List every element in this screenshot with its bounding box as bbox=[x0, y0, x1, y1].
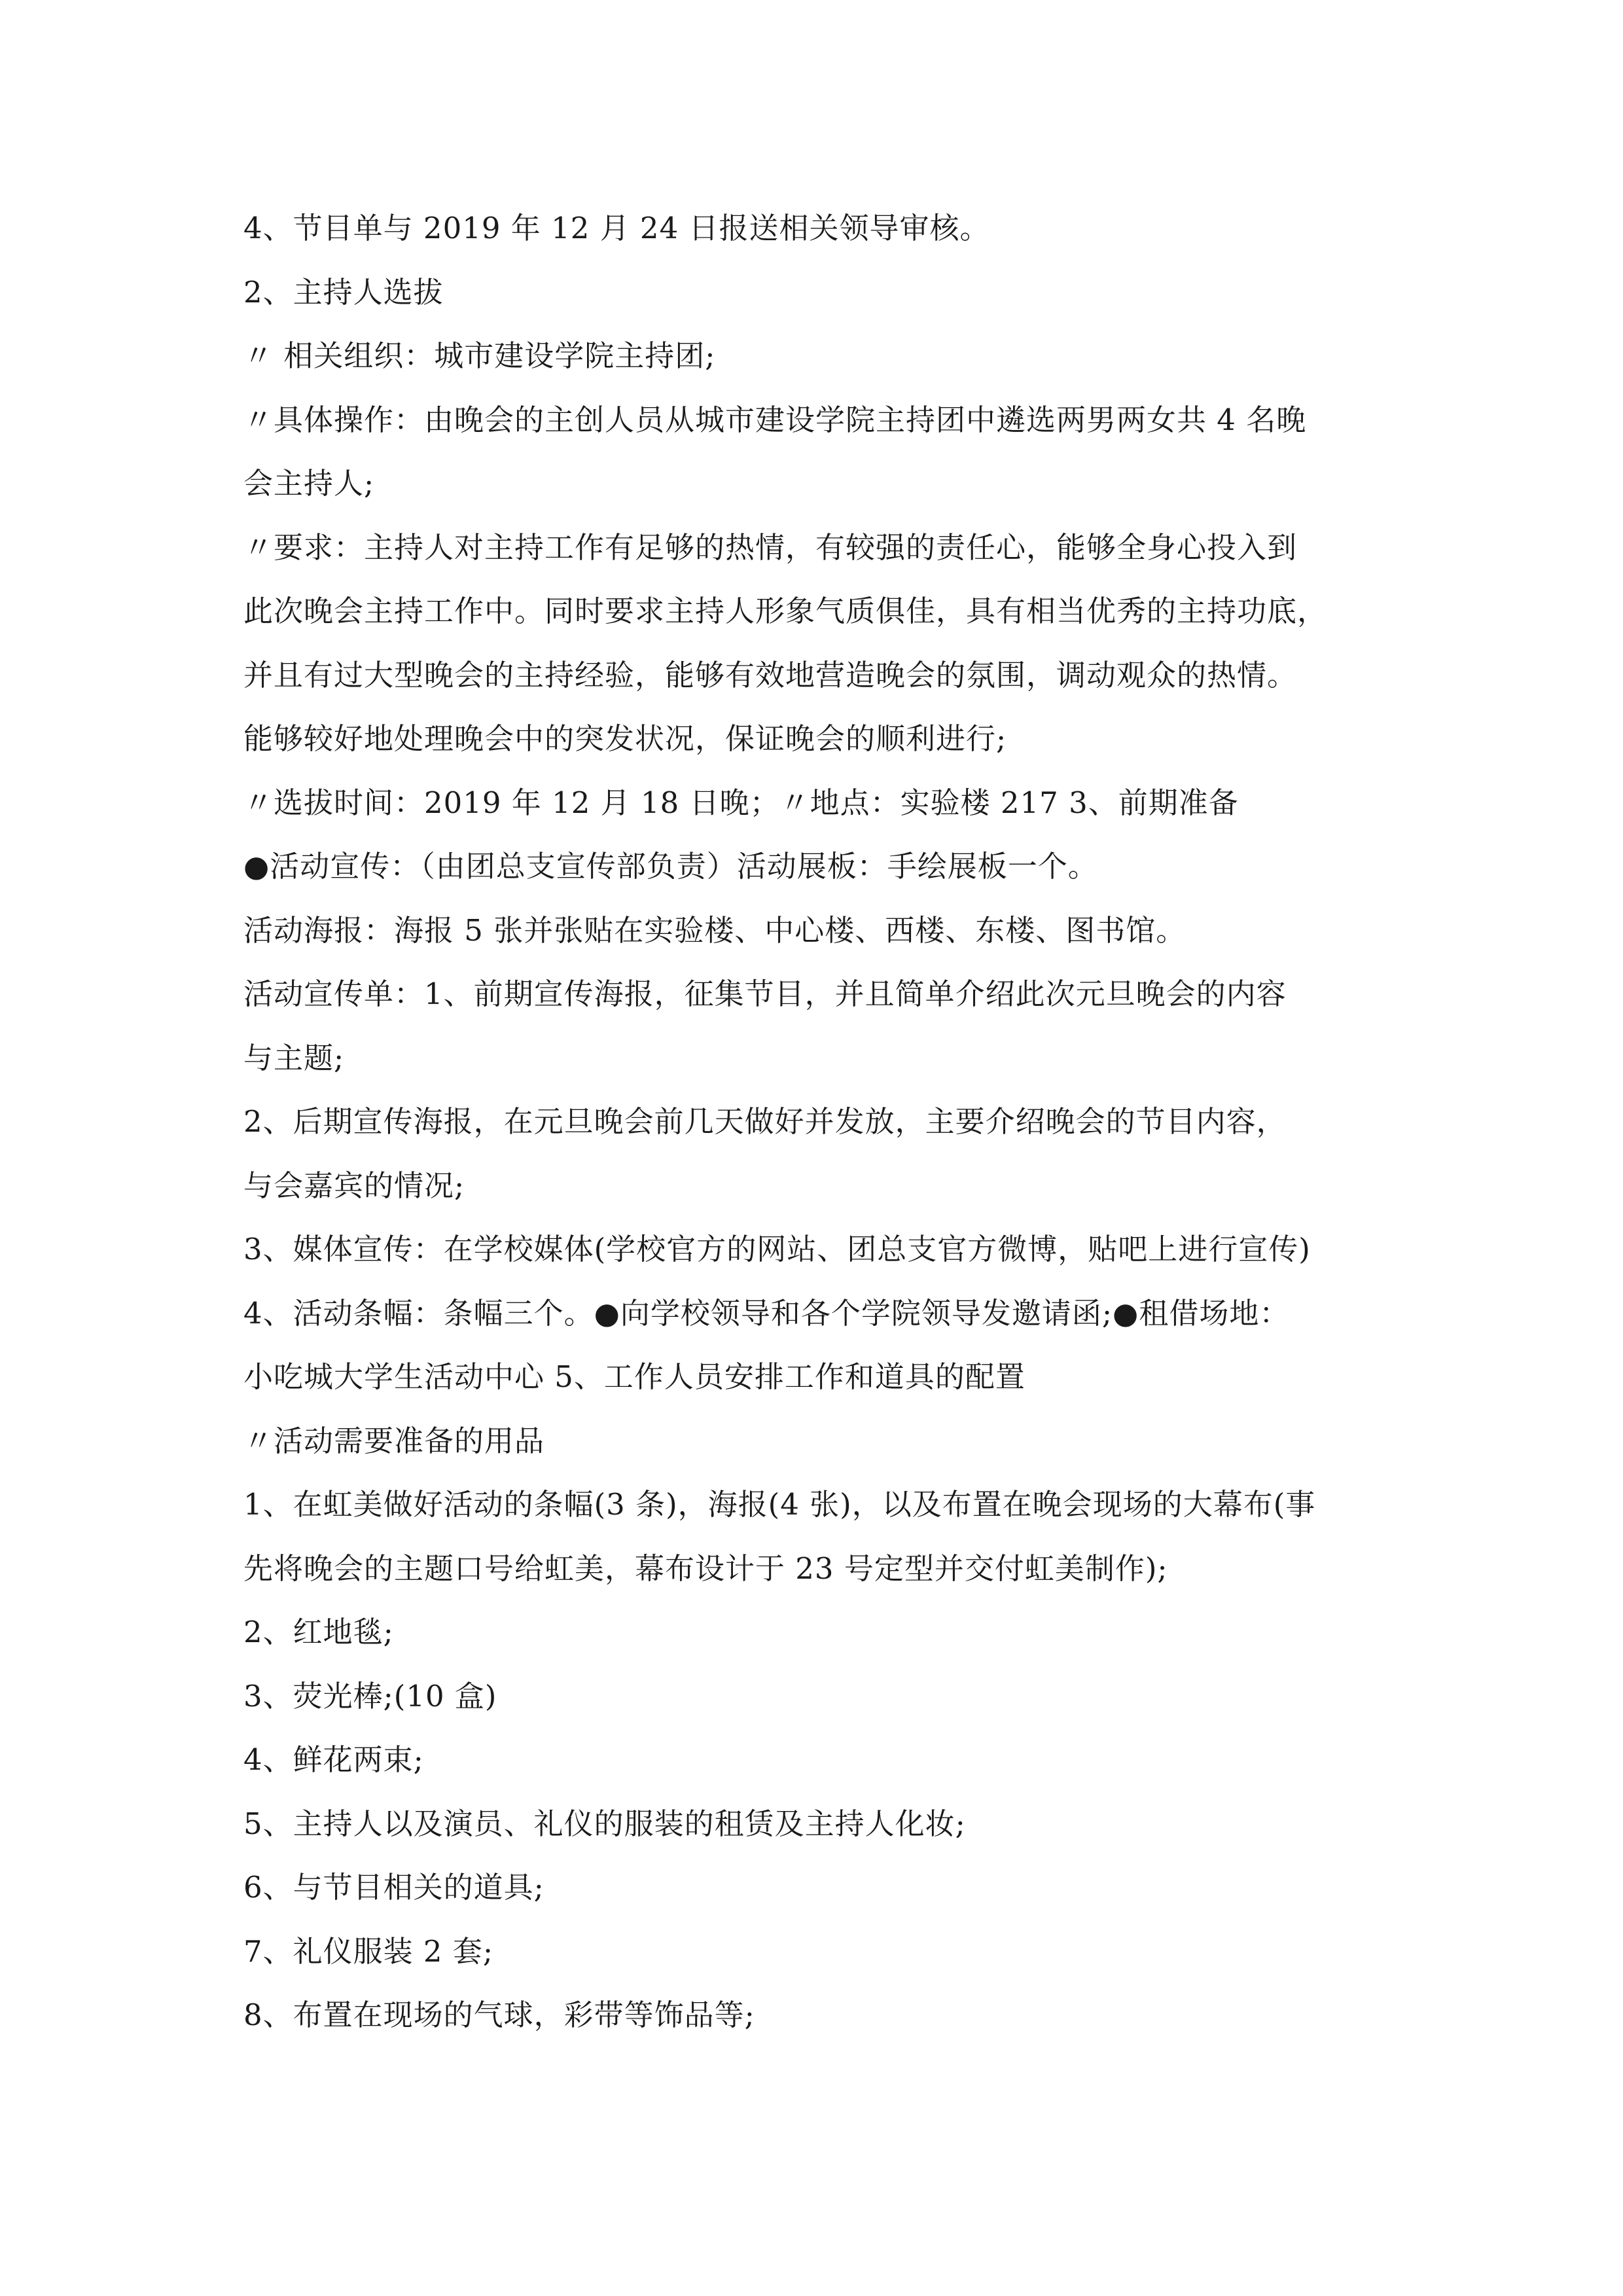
text-line: 3、媒体宣传：在学校媒体(学校官方的网站、团总支官方微博，贴吧上进行宣传) bbox=[243, 1232, 1311, 1266]
text-line: 此次晚会主持工作中。同时要求主持人形象气质俱佳，具有相当优秀的主持功底， bbox=[243, 594, 1328, 628]
list-item: 7、礼仪服装 2 套; bbox=[243, 1933, 494, 1969]
list-item: 5、主持人以及演员、礼仪的服装的租赁及主持人化妆; bbox=[243, 1806, 966, 1841]
list-item: 4、鲜花两束; bbox=[243, 1742, 424, 1777]
text-line: 〃选拔时间：2019 年 12 月 18 日晚；〃地点：实验楼 217 3、前期准备 bbox=[243, 785, 1239, 820]
text-line: 并且有过大型晚会的主持经验，能够有效地营造晚会的氛围，调动观众的热情。 bbox=[243, 657, 1298, 692]
list-item: 6、与节目相关的道具; bbox=[243, 1870, 544, 1905]
text-line: 活动宣传单：1、前期宣传海报，征集节目，并且简单介绍此次元旦晚会的内容 bbox=[243, 977, 1287, 1011]
document-body bbox=[243, 196, 1395, 2047]
text-line: 会主持人; bbox=[243, 466, 375, 501]
list-item: 8、布置在现场的气球，彩带等饰品等; bbox=[243, 1998, 755, 2032]
text-line: 〃具体操作：由晚会的主创人员从城市建设学院主持团中遴选两男两女共 4 名晚 bbox=[243, 402, 1307, 437]
text-line: 与会嘉宾的情况; bbox=[243, 1168, 465, 1203]
text-line: 〃 相关组织：城市建设学院主持团; bbox=[243, 338, 716, 373]
text-line: 小吃城大学生活动中心 5、工作人员安排工作和道具的配置 bbox=[243, 1359, 1026, 1394]
text-line: 1、在虹美做好活动的条幅(3 条)，海报(4 张)，以及布置在晚会现场的大幕布(事 bbox=[243, 1487, 1316, 1522]
section-heading: 2、主持人选拔 bbox=[243, 274, 444, 310]
text-line: 4、活动条幅：条幅三个。●向学校领导和各个学院领导发邀请函;●租借场地： bbox=[243, 1295, 1290, 1331]
text-line: 活动海报：海报 5 张并张贴在实验楼、中心楼、西楼、东楼、图书馆。 bbox=[243, 912, 1186, 948]
text-line: 〃要求：主持人对主持工作有足够的热情，有较强的责任心，能够全身心投入到 bbox=[243, 529, 1298, 565]
list-item: 2、红地毯; bbox=[243, 1615, 394, 1649]
text-line: 先将晚会的主题口号给虹美，幕布设计于 23 号定型并交付虹美制作); bbox=[243, 1551, 1168, 1586]
text-line: 4、节目单与 2019 年 12 月 24 日报送相关领导审核。 bbox=[243, 211, 990, 245]
text-line: 与主题; bbox=[243, 1040, 345, 1075]
text-line: 能够较好地处理晚会中的突发状况，保证晚会的顺利进行; bbox=[243, 721, 1007, 756]
text-line: 〃活动需要准备的用品 bbox=[243, 1423, 545, 1458]
text-line: ●活动宣传：（由团总支宣传部负责）活动展板：手绘展板一个。 bbox=[243, 849, 1098, 884]
text-line: 2、后期宣传海报，在元旦晚会前几天做好并发放，主要介绍晚会的节目内容， bbox=[243, 1104, 1287, 1139]
list-item: 3、荧光棒;(10 盒) bbox=[243, 1678, 497, 1713]
